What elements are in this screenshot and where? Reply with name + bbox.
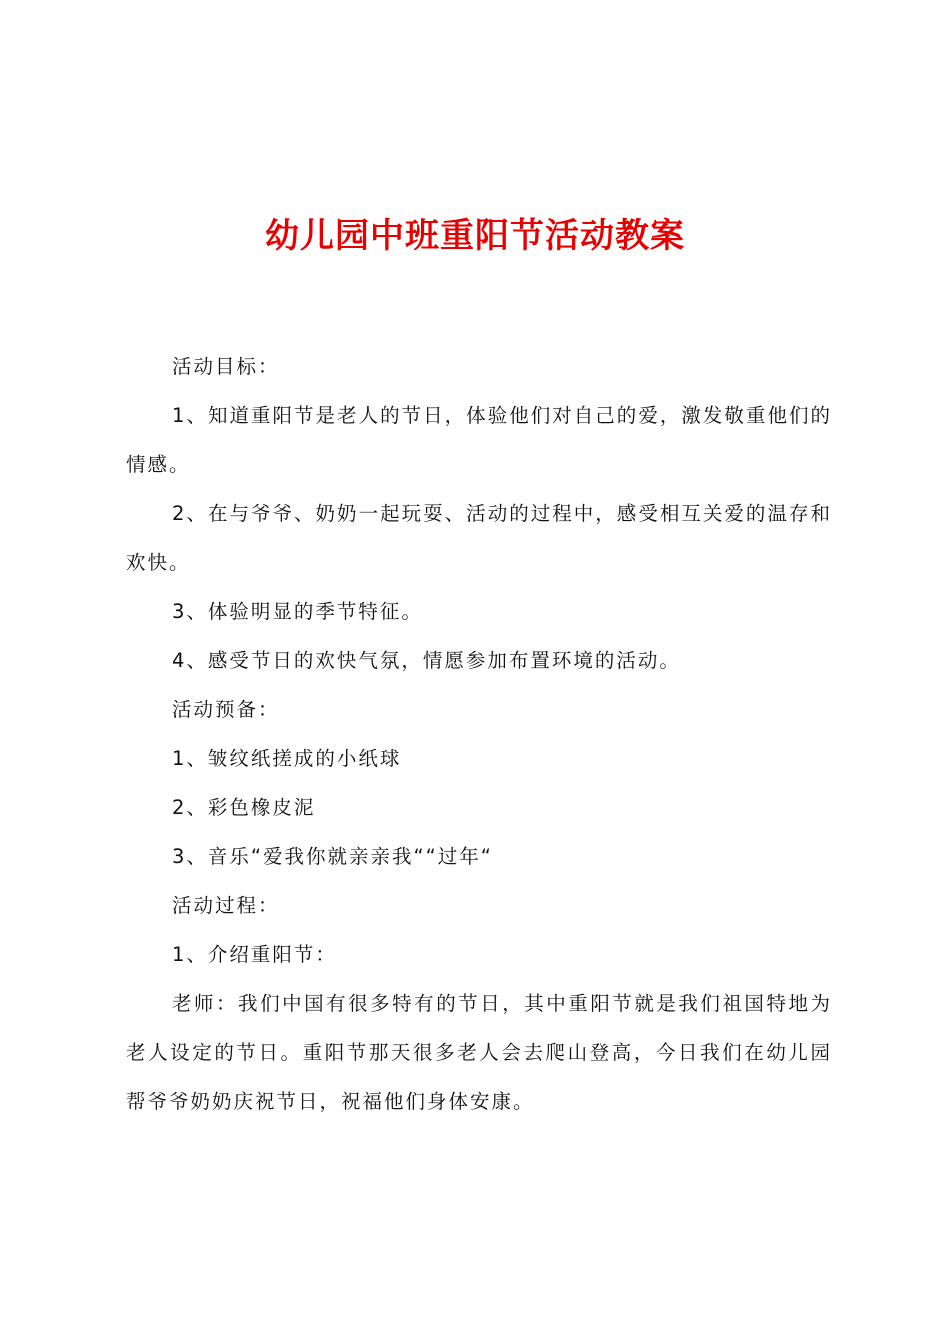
document-body bbox=[126, 342, 832, 1126]
preparation-item-1: 1、皱纹纸搓成的小纸球 bbox=[172, 747, 402, 770]
goal-item-1: 1、知道重阳节是老人的节日，体验他们对自己的爱，激发敬重他们的情感。 bbox=[126, 404, 832, 476]
section-heading-goals: 活动目标： bbox=[172, 355, 280, 378]
preparation-item-2: 2、彩色橡皮泥 bbox=[172, 796, 316, 819]
section-heading-process: 活动过程： bbox=[172, 894, 280, 917]
process-item-1: 1、介绍重阳节： bbox=[172, 943, 337, 966]
goal-item-4: 4、感受节日的欢快气氛，情愿参加布置环境的活动。 bbox=[172, 649, 681, 672]
section-heading-preparation: 活动预备： bbox=[172, 698, 280, 721]
goal-item-3: 3、体验明显的季节特征。 bbox=[172, 600, 423, 623]
teacher-speech: 老师：我们中国有很多特有的节日，其中重阳节就是我们祖国特地为老人设定的节日。重阳节那天很多老人会去爬山登高，今日我们在幼儿园帮爷爷奶奶庆祝节日，祝福他们身体安康。 bbox=[126, 992, 832, 1113]
goal-item-2: 2、在与爷爷、奶奶一起玩耍、活动的过程中，感受相互关爱的温存和欢快。 bbox=[126, 502, 832, 574]
document-title: 幼儿园中班重阳节活动教案 bbox=[265, 216, 685, 256]
preparation-item-3: 3、音乐“爱我你就亲亲我““过年“ bbox=[172, 845, 493, 868]
